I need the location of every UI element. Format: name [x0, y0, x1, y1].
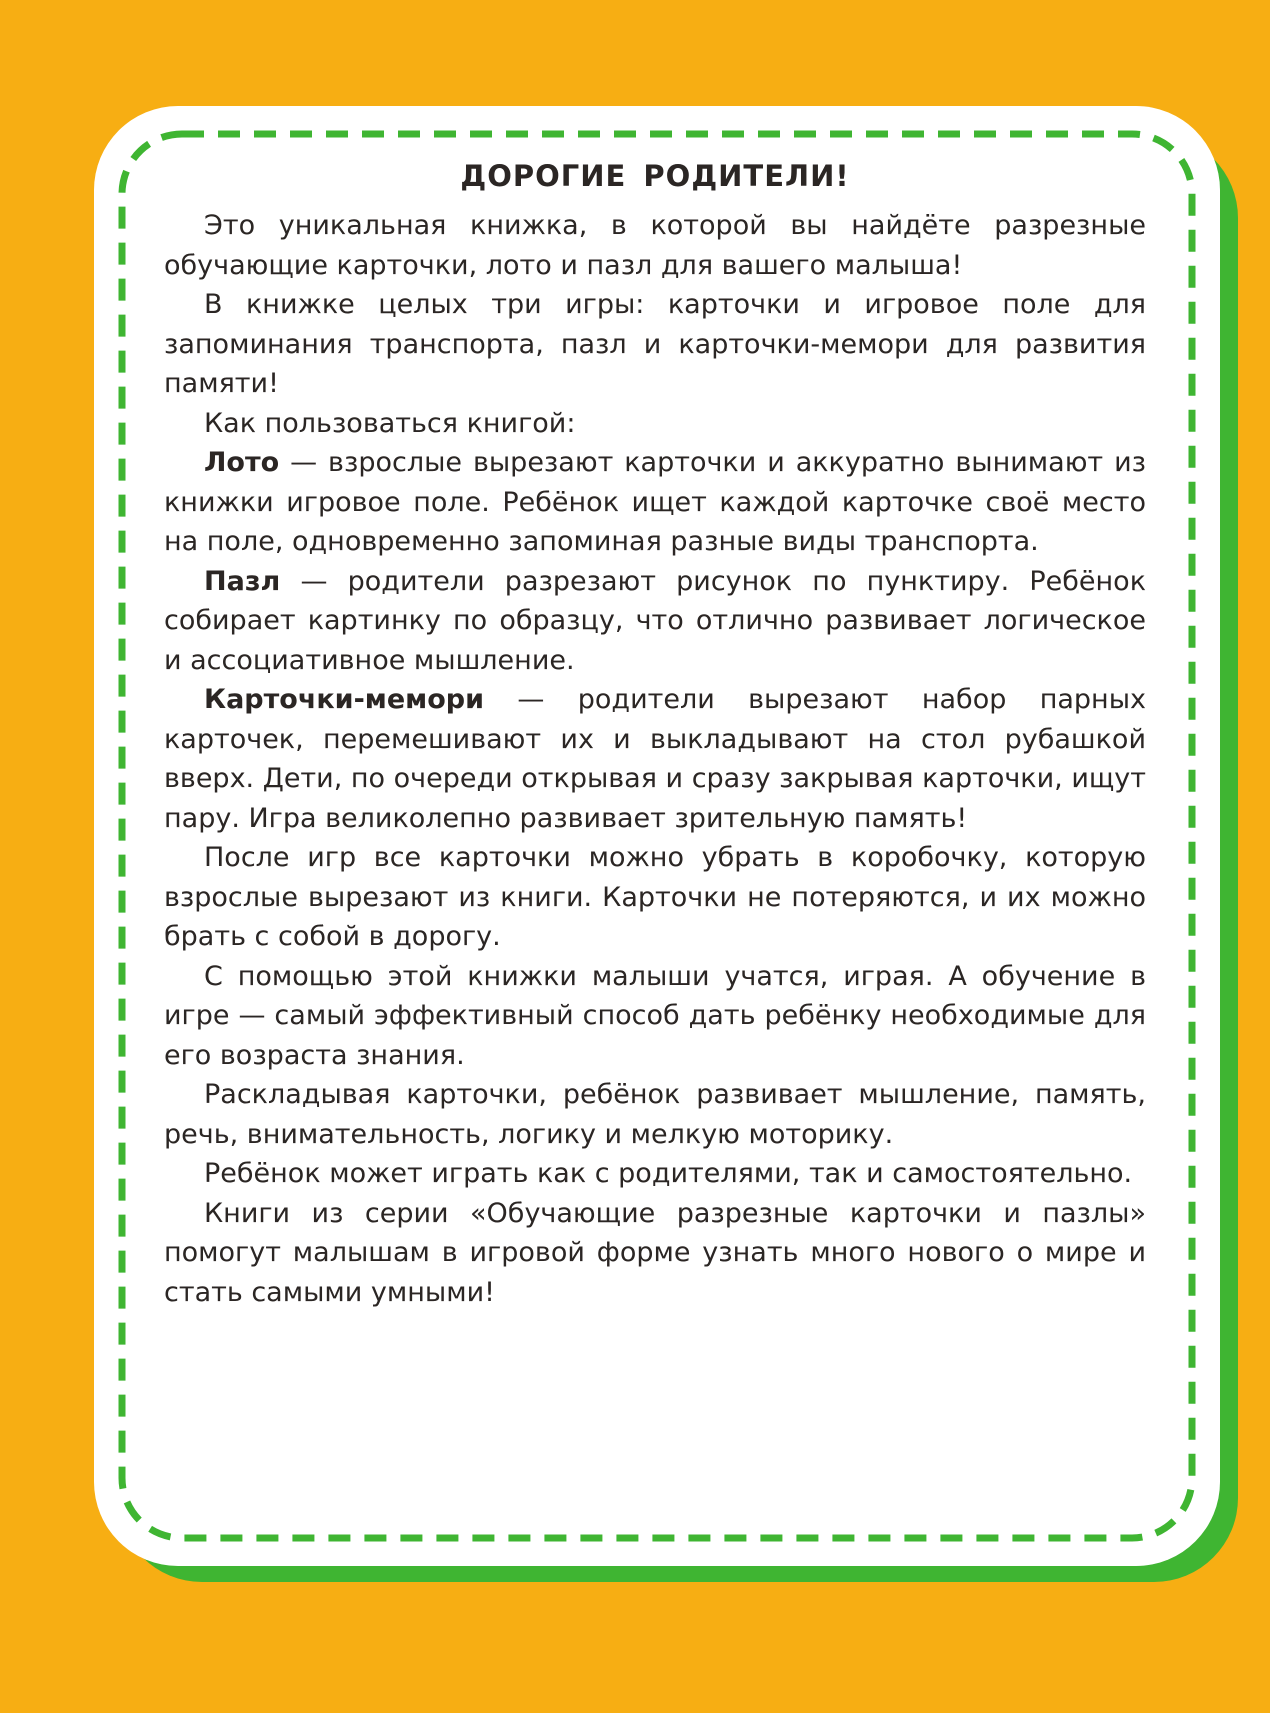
term-puzzle: Пазл	[204, 565, 281, 597]
paragraph-play-alone: Ребёнок может играть как с родителями, так и самостоятельно.	[204, 1158, 1133, 1189]
paragraph-loto: Лото — взрослые вырезают карточки и аккуратно вынимают из книжки игровое поле. Ребёнок ищет каждой карточке своё место на поле, одновременно запоминая разные виды транспорта.	[164, 447, 1146, 557]
note-content	[164, 156, 1146, 1312]
paragraph-intro: Это уникальная книжка, в которой вы найдёте разрезные обучающие карточки, лото и пазл для вашего малыша!	[164, 210, 1146, 281]
paragraph-series: Книги из серии «Обучающие разрезные карточки и пазлы» помогут малышам в игровой форме узнать много нового о мире и стать самыми умными!	[164, 1197, 1146, 1308]
parents-note-card	[94, 106, 1220, 1566]
paragraph-puzzle: Пазл — родители разрезают рисунок по пунктиру. Ребёнок собирает картинку по образцу, что отлично развивает логическое и ассоциативное мышление.	[164, 565, 1146, 676]
paragraph-storage: После игр все карточки можно убрать в коробочку, которую взрослые вырезают из книги. Карточки не потеряются, и их можно брать с собой в дорогу.	[164, 842, 1146, 952]
paragraph-skills: Раскладывая карточки, ребёнок развивает мышление, память, речь, внимательность, логику и мелкую моторику.	[164, 1079, 1146, 1150]
term-memory-cards: Карточки-мемори	[204, 684, 485, 715]
paragraph-memory: Карточки-мемори — родители вырезают набор парных карточек, перемешивают их и выкладывают на стол рубашкой вверх. Дети, по очереди открывая и сразу закрывая карточки, ищут пару. Игра великолепно развивает зрительную память!	[164, 684, 1146, 834]
paragraph-how-to: Как пользоваться книгой:	[204, 407, 576, 439]
term-loto: Лото	[204, 447, 280, 478]
paragraph-games: В книжке целых три игры: карточки и игровое поле для запоминания транспорта, пазл и карточки-мемори для развития памяти!	[164, 289, 1146, 399]
paragraph-learning: С помощью этой книжки малыши учатся, играя. А обучение в игре — самый эффективный способ дать ребёнку необходимые для его возраста знания.	[164, 960, 1146, 1071]
page-title: ДОРОГИЕ РОДИТЕЛИ!	[460, 159, 850, 193]
